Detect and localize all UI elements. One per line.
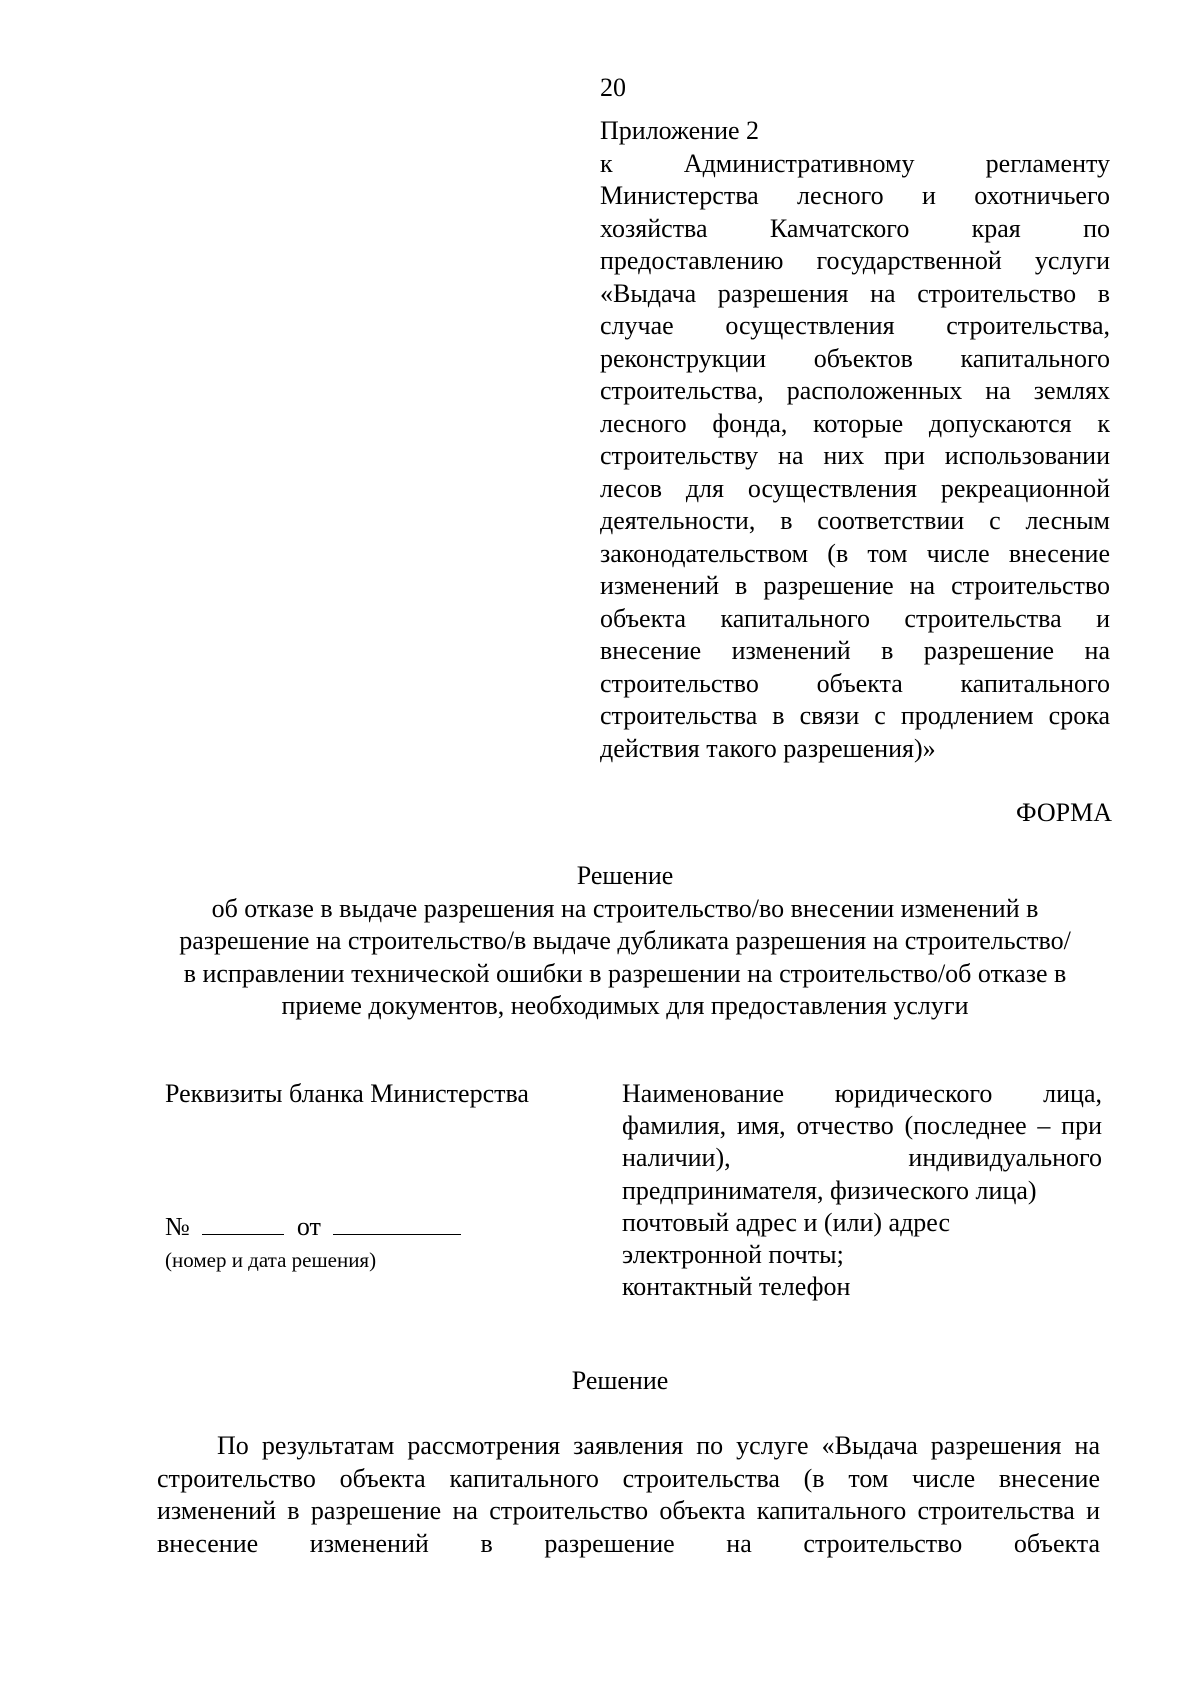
decision-number-line	[165, 1210, 461, 1243]
main-paragraph: По результатам рассмотрения заявления по услуге «Выдача разрешения на строительство объекта капитального строительства (в том числе внесение изменений в разрешение на строительство объекта капитального строительства и внесение изменений в разрешение на строительство объекта	[157, 1431, 1100, 1558]
subtitle-line: приеме документов, необходимых для предоставления услуги	[281, 991, 969, 1020]
recipient-email: электронной почты;	[622, 1240, 844, 1270]
number-blank-field[interactable]	[202, 1210, 284, 1235]
decision-header-subtitle	[130, 893, 1120, 1023]
appendix-label: Приложение 2	[600, 116, 760, 145]
recipient-phone: контактный телефон	[622, 1272, 851, 1302]
subtitle-line: об отказе в выдаче разрешения на строительство/во внесении изменений в	[211, 893, 1039, 923]
from-word: от	[296, 1212, 321, 1241]
form-label: ФОРМА	[1016, 798, 1112, 827]
page-number: 20	[600, 73, 626, 102]
date-blank-field[interactable]	[333, 1210, 461, 1235]
recipient-description: Наименование юридического лица, фамилия, имя, отчество (последнее – при наличии), индивидуального предпринимателя, физического лица)	[622, 1079, 1102, 1205]
number-sign: №	[165, 1212, 190, 1241]
recipient-block	[622, 1078, 1102, 1303]
subtitle-line: разрешение на строительство/в выдаче дубликата разрешения на строительство/	[179, 926, 1071, 955]
subtitle-line: в исправлении технической ошибки в разрешении на строительство/об отказе в	[183, 958, 1067, 988]
number-date-caption: (номер и дата решения)	[165, 1248, 377, 1272]
requisites-label: Реквизиты бланка Министерства	[165, 1079, 529, 1108]
appendix-block	[600, 115, 1110, 765]
recipient-address: почтовый адрес и (или) адрес	[622, 1207, 951, 1237]
appendix-text: к Административному регламенту Министерства лесного и охотничьего хозяйства Камчатского края по предоставлению государственной услуги «Выдача разрешения на строительство в случае осуществления строительства, реконструкции объектов капитального строительства, расположенных на землях лесного фонда, которые допускаются к строительству на них при использовании лесов для осуществления рекреационной деятельности, в соответствии с лесным законодательством (в том числе внесение изменений в разрешение на строительство объекта капитального строительства и внесение изменений в разрешение на строительство объекта капитального строительства в связи с продлением срока действия такого разрешения)»	[600, 148, 1110, 763]
decision-header	[130, 860, 1120, 1023]
decision-header-title: Решение	[576, 861, 674, 890]
decision-title: Решение	[571, 1366, 669, 1395]
